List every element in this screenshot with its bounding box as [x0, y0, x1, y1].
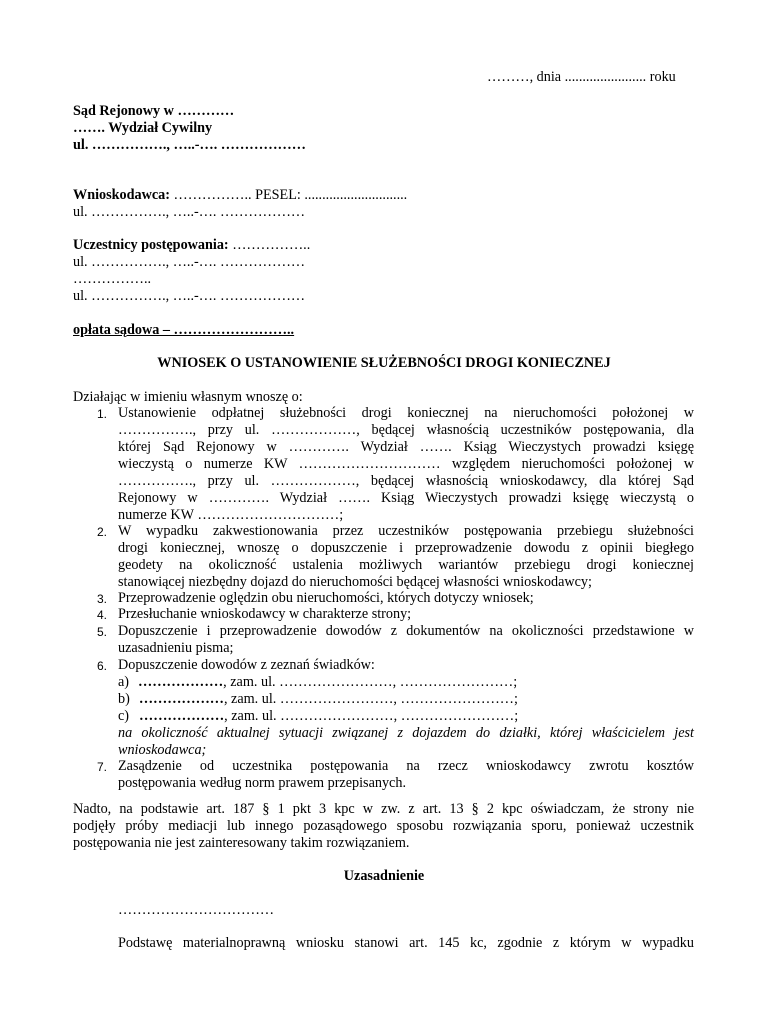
justification-text: Podstawę materialnoprawną wniosku stanowi art. 145 kc, zgodnie z którym w wypadku [118, 935, 694, 951]
applicant-label: Wnioskodawca: [73, 187, 170, 203]
date-line: ………, dnia ....................... roku [487, 69, 676, 85]
item2-line: W wypadku zakwestionowania przez uczestników postępowania przebiegu służebności [118, 523, 694, 539]
court-address: ul. ……………., …..-…. ……………… [73, 137, 306, 153]
mediation-line: postępowania nie jest zainteresowany takim rozwiązaniem. [73, 835, 410, 851]
item6-text: Dopuszczenie dowodów z zeznań świadków: [118, 657, 375, 673]
participant1-address: ul. ……………., …..-…. ……………… [73, 254, 306, 270]
item1-line: Rejonowy w …………. Wydział ……. Ksiąg Wieczystych prowadzi księgę wieczystą o [118, 490, 694, 506]
justification-heading: Uzasadnienie [343, 868, 425, 884]
participants-value: …………….. [228, 237, 311, 253]
witness-note: na okoliczność aktualnej sytuacji związanej z dojazdem do działki, której właścicielem jest [118, 725, 694, 741]
item-number: 7. [97, 760, 108, 774]
item4-text: Przesłuchanie wnioskodawcy w charakterze strony; [118, 606, 412, 622]
witness-note: wnioskodawca; [118, 742, 207, 758]
witness-name: ……………… [139, 708, 225, 724]
item1-line: ……………., przy ul. ………………, będącej własnością uczestników postępowania, dla [118, 422, 694, 438]
item5-line: Dopuszczenie i przeprowadzenie dowodów z dokumentów na okoliczności przedstawione w [118, 623, 694, 639]
item-number: 4. [97, 608, 108, 622]
intro-text: Działając w imieniu własnym wnoszę o: [73, 389, 303, 405]
item3-text: Przeprowadzenie oględzin obu nieruchomości, których dotyczy wniosek; [118, 590, 534, 606]
participant2-name: …………….. [73, 271, 152, 287]
item-number: 3. [97, 592, 108, 606]
justification-placeholder: …………………………… [118, 902, 275, 918]
witness-name: ……………… [138, 691, 224, 707]
mediation-line: podjęły próby mediacji lub innego pozasądowego sposobu rozwiązania sporu, ponieważ uczestnik [73, 818, 694, 834]
item-number: 6. [97, 659, 108, 673]
item2-line: drogi koniecznej, wnoszę o dopuszczenie i przeprowadzenie dowodu z opinii biegłego [118, 540, 694, 556]
item2-line: geodety na okoliczność ustalenia możliwych wariantów przebiegu drogi koniecznej [118, 557, 694, 573]
item1-line: wieczystą o numerze KW ………………………… względem nieruchomości położonej w [118, 456, 694, 472]
participants-label: Uczestnicy postępowania: [73, 237, 229, 253]
witness-name: ……………… [138, 674, 224, 690]
mediation-line: Nadto, na podstawie art. 187 § 1 pkt 3 kpc w zw. z art. 13 § 2 kpc oświadczam, że strony nie [73, 801, 694, 817]
document-title: WNIOSEK O USTANOWIENIE SŁUŻEBNOŚCI DROGI KONIECZNEJ [157, 355, 611, 371]
item-number: 2. [97, 525, 108, 539]
applicant-address: ul. ……………., …..-…. ……………… [73, 204, 306, 220]
item2-line: stanowiącej niezbędny dojazd do nieruchomości będącej własności wnioskodawcy; [118, 574, 592, 590]
witness-a: a) ………………, zam. ul. ……………………, ……………………; [118, 674, 518, 690]
item7-line: postępowania według norm prawem przepisanych. [118, 775, 406, 791]
item-number: 1. [97, 407, 108, 421]
court-fee: opłata sądowa – …………………….. [73, 322, 295, 338]
item1-line: numerze KW …………………………; [118, 507, 344, 523]
item5-line: uzasadnieniu pisma; [118, 640, 234, 656]
participant2-address: ul. ……………., …..-…. ……………… [73, 288, 306, 304]
item1-line: której Sąd Rejonowy w …………. Wydział ……. Ksiąg Wieczystych prowadzi księgę [118, 439, 694, 455]
applicant-line [73, 187, 407, 204]
item1-line: ……………., przy ul. ………………, będącej własnością wnioskodawcy, dla której Sąd [118, 473, 694, 489]
applicant-value: …………….. PESEL: ............................. [169, 187, 408, 203]
item7-line: Zasądzenie od uczestnika postępowania na rzecz wnioskodawcy zwrotu kosztów [118, 758, 694, 774]
court-name: Sąd Rejonowy w ………… [73, 103, 235, 119]
court-division: ……. Wydział Cywilny [73, 120, 213, 136]
item1-line: Ustanowienie odpłatnej służebności drogi koniecznej na nieruchomości położonej w [118, 405, 694, 421]
witness-c: c) ………………, zam. ul. ……………………, ……………………; [118, 708, 519, 724]
witness-b: b) ………………, zam. ul. ……………………, ……………………; [118, 691, 518, 707]
item-number: 5. [97, 625, 108, 639]
participants-line [73, 237, 310, 254]
